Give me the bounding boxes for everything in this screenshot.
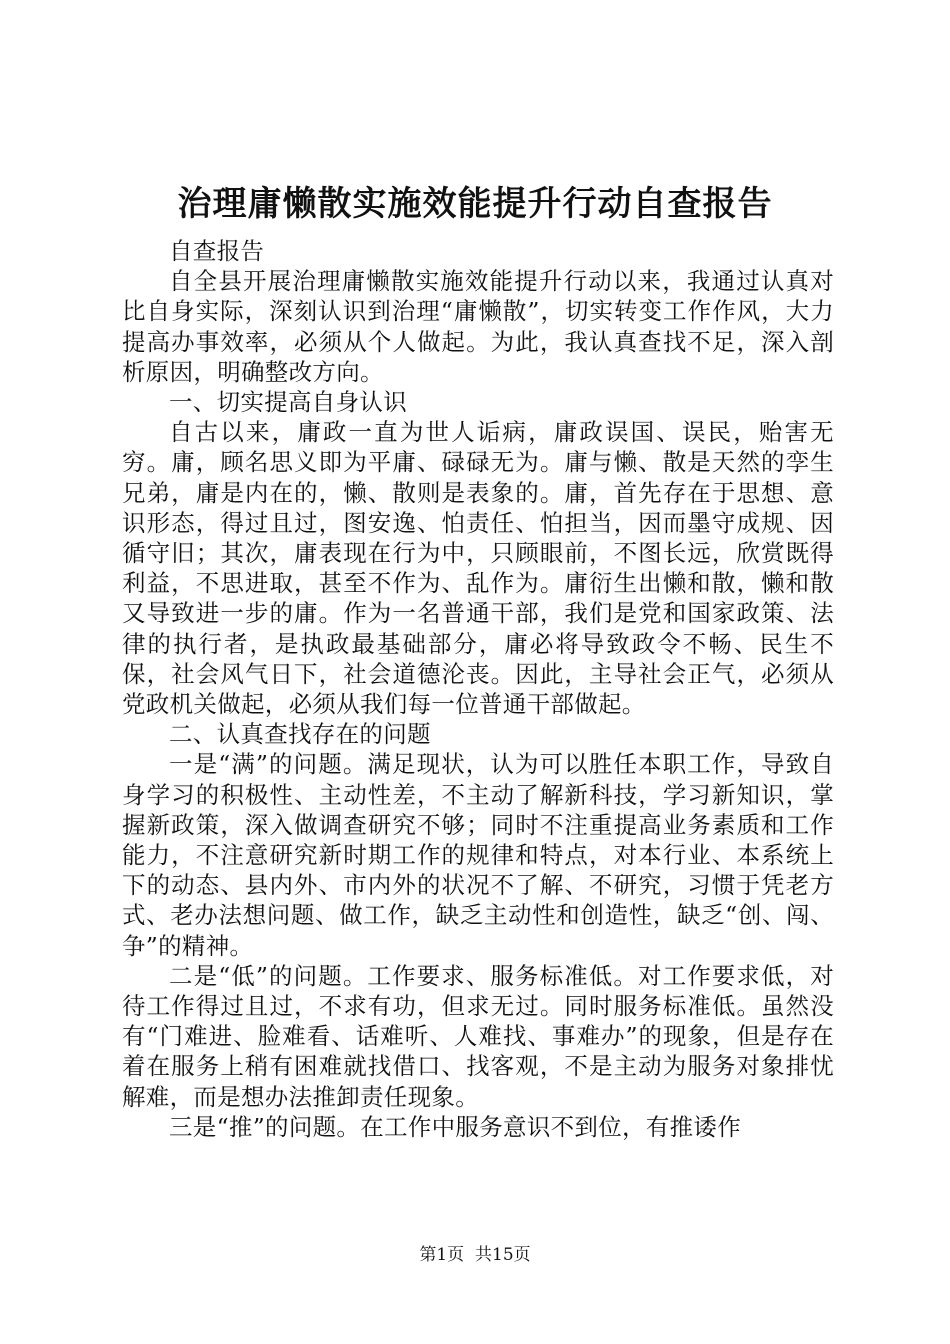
section-heading-1: 一、切实提高自身认识 [169, 388, 407, 417]
paragraph-subtitle: 自查报告 [169, 237, 265, 265]
paragraph-section-1: 自古以来，庸政一直为世人诟病，庸政误国、误民，贻害无穷。庸，顾名思义即为平庸、碌碌无为。庸与懒、散是天然的孪生兄弟，庸是内在的，懒、散则是表象的。庸，首先存在于思想、意识形态，得过且过，图安逸、怕责任、怕担当，因而墨守成规、因循守旧；其次，庸表现在行为中，只顾眼前，不图长远，欣赏既得利益，不思进取，甚至不作为、乱作为。庸衍生出懒和散，懒和散又导致进一步的庸。作为一名普通干部，我们是党和国家政策、法律的执行者，是执政最基础部分，庸必将导致政令不畅、民生不保，社会风气日下，社会道德沦丧。因此，主导社会正气，必须从党政机关做起，必须从我们每一位普通干部做起。 [122, 418, 834, 719]
section-heading-2: 二、认真查找存在的问题 [169, 720, 431, 749]
paragraph-issue-2: 二是“低”的问题。工作要求、服务标准低。对工作要求低，对待工作得过且过，不求有功，但求无过。同时服务标准低。虽然没有“门难进、脸难看、话难听、人难找、事难办”的现象，但是存在着在服务上稍有困难就找借口、找客观，不是主动为服务对象排忧解难，而是想办法推卸责任现象。 [122, 961, 834, 1111]
paragraph-issue-3: 三是“推”的问题。在工作中服务意识不到位，有推诿作 [169, 1112, 742, 1141]
page-footer [0, 1243, 950, 1267]
paragraph-intro: 自全县开展治理庸懒散实施效能提升行动以来，我通过认真对比自身实际，深刻认识到治理“庸懒散”，切实转变工作作风，大力提高办事效率，必须从个人做起。为此，我认真查找不足，深入剖析原因，明确整改方向。 [122, 267, 834, 386]
page-total: 共15页 [475, 1245, 531, 1265]
document-title: 治理庸懒散实施效能提升行动自查报告 [177, 184, 773, 224]
page-number: 第1页 [419, 1245, 465, 1265]
paragraph-issue-1: 一是“满”的问题。满足现状，认为可以胜任本职工作，导致自身学习的积极性、主动性差，不主动了解新科技，学习新知识，掌握新政策，深入做调查研究不够；同时不注重提高业务素质和工作能力，不注意研究新时期工作的规律和特点，对本行业、本系统上下的动态、县内外、市内外的状况不了解、不研究，习惯于凭老方式、老办法想问题、做工作，缺乏主动性和创造性，缺乏“创、闯、争”的精神。 [122, 750, 834, 960]
document-body [122, 236, 834, 1142]
